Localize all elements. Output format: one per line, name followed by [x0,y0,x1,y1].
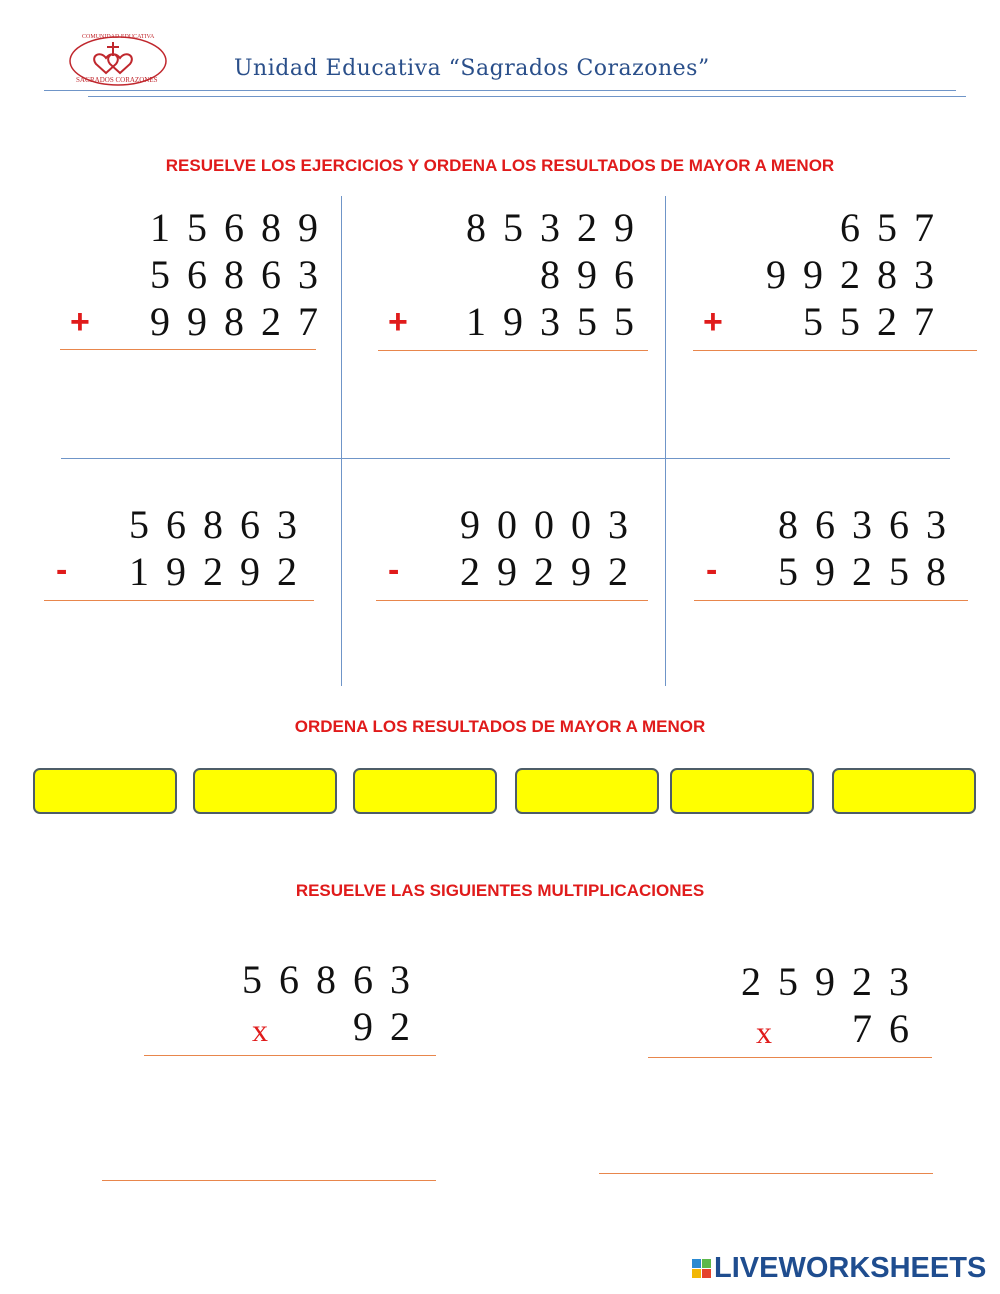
instruction-solve-and-order: RESUELVE LOS EJERCICIOS Y ORDENA LOS RESULTADOS DE MAYOR A MENOR [165,156,835,175]
minuend: 56863 [129,502,314,547]
answer-box-2[interactable] [193,768,337,814]
subtrahend: 19292 [129,549,314,594]
school-title: Unidad Educativa “Sagrados Corazones” [234,56,710,81]
addition-exercise [378,205,651,355]
sum-underline [60,349,316,350]
addition-exercise [693,205,977,355]
subtraction-exercise [376,502,648,607]
result-underline [102,1180,436,1181]
instruction-multiplications: RESUELVE LAS SIGUIENTES MULTIPLICACIONES [295,881,705,900]
subtrahend: 29292 [460,549,645,594]
header-rule-bottom [88,96,966,97]
minus-sign: - [388,551,400,589]
times-sign: x [252,1012,268,1048]
answer-box-4[interactable] [515,768,659,814]
addend-3: 5527 [803,299,951,344]
multiplier: 92 [353,1004,427,1049]
answer-box-3[interactable] [353,768,497,814]
school-logo [62,32,174,90]
instruction-order-results: ORDENA LOS RESULTADOS DE MAYOR A MENOR [294,717,706,736]
subtraction-exercise [694,502,968,607]
multiplicand: 56863 [242,957,427,1002]
subtrahend: 59258 [778,549,963,594]
difference-underline [376,600,648,601]
answer-box-6[interactable] [832,768,976,814]
multiplication-exercise [599,957,935,1187]
addend-2: 896 [540,252,651,297]
minuend: 90003 [460,502,645,547]
minus-sign: - [706,551,718,589]
liveworksheets-brand [692,1252,986,1285]
plus-sign: + [70,303,90,341]
sum-underline [378,350,648,351]
header-rule-top [44,90,956,91]
sum-underline [693,350,977,351]
answer-box-5[interactable] [670,768,814,814]
brand-name: LIVEWORKSHEETS [714,1252,987,1284]
plus-sign: + [388,303,408,341]
addition-exercise [60,205,335,355]
addend-3: 19355 [466,299,651,344]
multiplier: 76 [852,1006,926,1051]
difference-underline [44,600,314,601]
multiplication-exercise [102,957,438,1187]
grid-vertical-right [665,196,666,686]
times-sign: x [756,1014,772,1050]
addend-1: 657 [840,205,951,250]
subtraction-exercise [44,502,314,607]
logo-text-bottom: SAGRADOS CORAZONES [76,76,158,84]
grid-vertical-left [341,196,342,686]
addend-2: 56863 [150,252,335,297]
addend-2: 99283 [766,252,951,297]
product-underline [144,1055,436,1056]
multiplicand: 25923 [741,959,926,1004]
difference-underline [694,600,968,601]
plus-sign: + [703,303,723,341]
minus-sign: - [56,551,68,589]
minuend: 86363 [778,502,963,547]
addend-3: 99827 [150,299,335,344]
grid-horizontal [61,458,950,459]
addend-1: 85329 [466,205,651,250]
liveworksheets-logo-icon [692,1259,711,1278]
logo-text-top: COMUNIDAD EDUCATIVA [82,34,155,40]
addend-1: 15689 [150,205,335,250]
result-underline [599,1173,933,1174]
product-underline [648,1057,932,1058]
answer-box-1[interactable] [33,768,177,814]
